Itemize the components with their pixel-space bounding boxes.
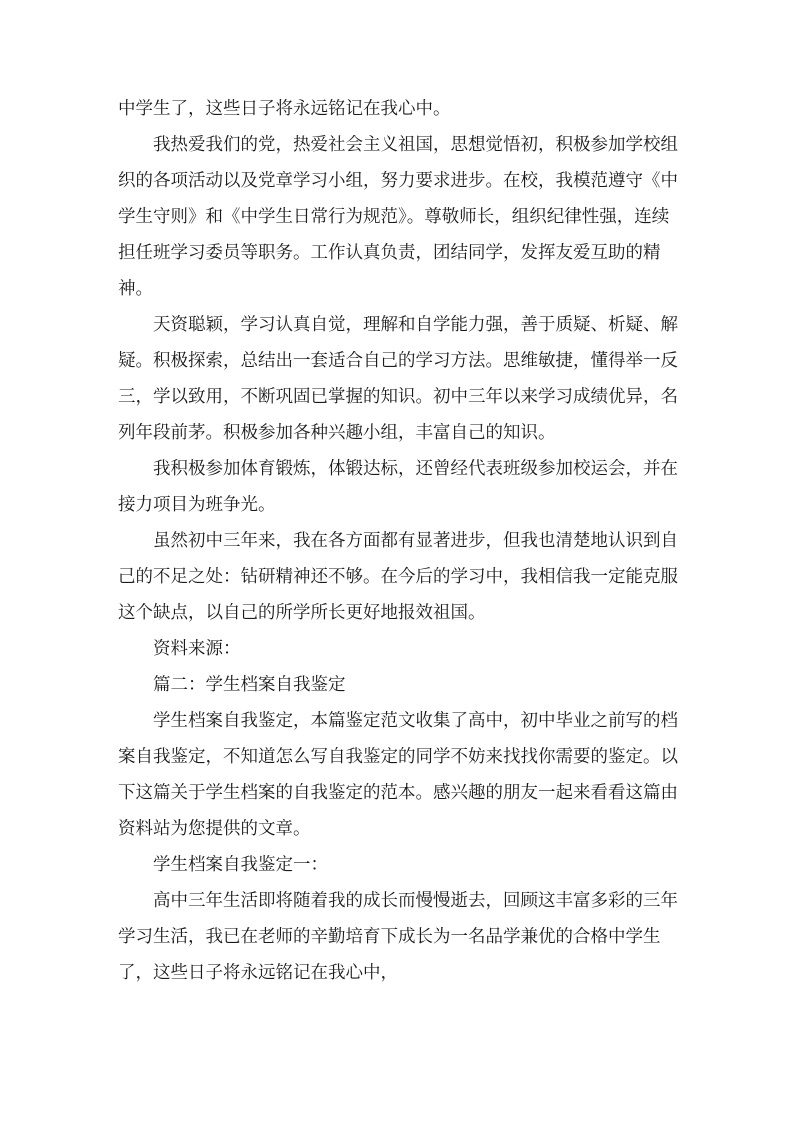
section-heading: 篇二：学生档案自我鉴定 (153, 675, 346, 695)
paragraph-sports: 我积极参加体育锻炼，体锻达标，还曾经代表班级参加校运会，并在接力项目为班争光。 (118, 459, 678, 515)
paragraph-political: 我热爱我们的党，热爱社会主义祖国，思想觉悟初，积极参加学校组织的各项活动以及党章学习小组，努力要求进步。在校，我模范遵守《中学生守则》和《中学生日常行为规范》。尊敬师长，组织纪律性强，连续担任班学习委员等职务。工作认真负责，团结同学，发挥友爱互助的精神。 (118, 135, 678, 299)
subsection-heading: 学生档案自我鉴定一： (153, 855, 328, 875)
paragraph-highschool: 高中三年生活即将随着我的成长而慢慢逝去，回顾这丰富多彩的三年学习生活，我已在老师的辛勤培育下成长为一名品学兼优的合格中学生了，这些日子将永远铭记在我心中， (118, 891, 678, 983)
paragraph-shortcomings: 虽然初中三年来，我在各方面都有显著进步，但我也清楚地认识到自己的不足之处：钻研精神还不够。在今后的学习中，我相信我一定能克服这个缺点，以自己的所学所长更好地报效祖国。 (118, 531, 678, 623)
paragraph-continuation: 中学生了，这些日子将永远铭记在我心中。 (118, 99, 451, 119)
source-label: 资料来源： (153, 639, 241, 659)
paragraph-study: 天资聪颖，学习认真自觉，理解和自学能力强，善于质疑、析疑、解疑。积极探索，总结出一套适合自己的学习方法。思维敏捷，懂得举一反三，学以致用，不断巩固已掌握的知识。初中三年以来学习成绩优异，名列年段前茅。积极参加各种兴趣小组，丰富自己的知识。 (118, 315, 678, 443)
paragraph-intro: 学生档案自我鉴定，本篇鉴定范文收集了高中，初中毕业之前写的档案自我鉴定，不知道怎么写自我鉴定的同学不妨来找找你需要的鉴定。以下这篇关于学生档案的自我鉴定的范本。感兴趣的朋友一起来看看这篇由资料站为您提供的文章。 (118, 711, 678, 839)
document-body (118, 91, 684, 991)
